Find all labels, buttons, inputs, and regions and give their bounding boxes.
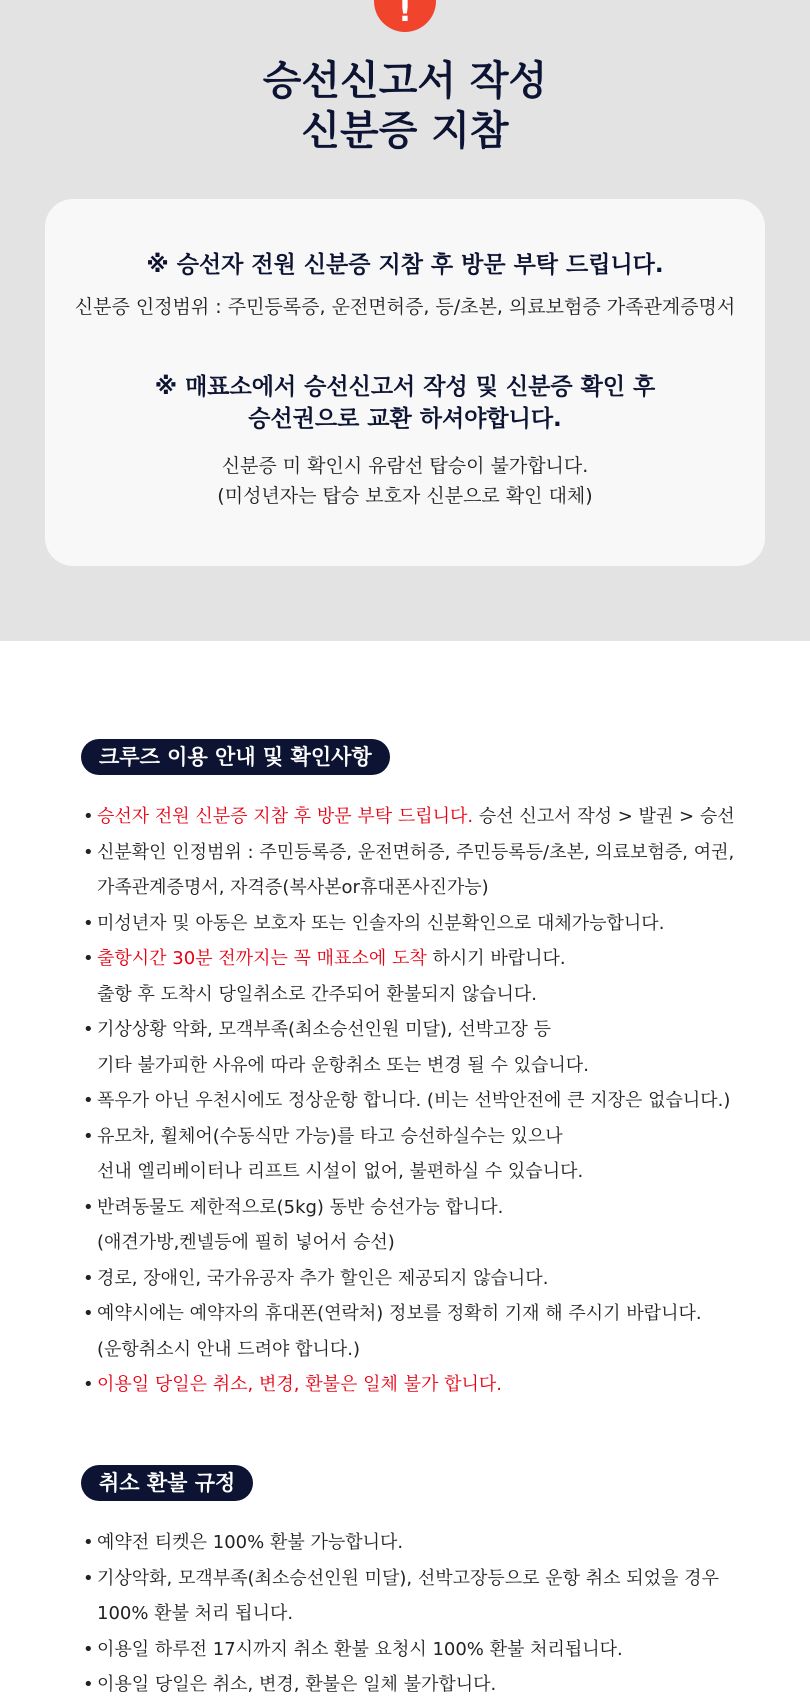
list-item <box>81 1190 761 1261</box>
list-item-line <box>97 906 761 942</box>
notice-heading-exchange <box>45 371 765 435</box>
list-item <box>81 1296 761 1367</box>
item-text: 이용일 하루전 17시까지 취소 환불 요청시 100% 환불 처리됩니다. <box>97 1638 623 1660</box>
notice-id-scope-text: 신분증 인정범위 : 주민등록증, 운전면허증, 등/초본, 의료보험증 가족관계증명서 <box>74 296 736 318</box>
item-text: 예약전 티켓은 100% 환불 가능합니다. <box>97 1532 404 1553</box>
alert-icon: ! <box>374 0 436 32</box>
list-item <box>81 1261 761 1297</box>
list-item <box>81 1119 761 1190</box>
list-item <box>81 1525 761 1561</box>
cruise-guide-title: 크루즈 이용 안내 및 확인사항 <box>81 739 390 775</box>
list-item-line2: (애견가방,켄넬등에 필히 넣어서 승선) <box>97 1232 395 1253</box>
notice-heading-id-text: ※ 승선자 전원 신분증 지참 후 방문 부탁 드립니다. <box>146 252 664 278</box>
notice-exchange-text <box>45 451 765 511</box>
list-item-line2: 출항 후 도착시 당일취소로 간주되어 환불되지 않습니다. <box>97 983 537 1005</box>
list-item-line <box>97 1261 761 1297</box>
list-item <box>81 1667 761 1703</box>
list-item <box>81 1367 761 1403</box>
item-text: 반려동물도 제한적으로(5kg) 동반 승선가능 합니다. <box>97 1196 504 1218</box>
list-item-line <box>97 1083 761 1119</box>
list-item-line <box>97 1190 761 1226</box>
highlight-text: 승선자 전원 신분증 지참 후 방문 부탁 드립니다. <box>97 806 474 827</box>
list-item-line <box>97 941 761 977</box>
list-item-line <box>97 799 761 835</box>
list-item <box>81 1561 761 1632</box>
item-text: 이용일 당일은 취소, 변경, 환불은 일체 불가합니다. <box>97 1674 497 1695</box>
item-text: 유모차, 휠체어(수동식만 가능)를 타고 승선하실수는 있으나 <box>97 1125 563 1147</box>
notice-card <box>45 199 765 566</box>
refund-policy-title: 취소 환불 규정 <box>81 1465 253 1501</box>
item-text: 미성년자 및 아동은 보호자 또는 인솔자의 신분확인으로 대체가능합니다. <box>97 912 665 934</box>
item-text: 기상상황 악화, 모객부족(최소승선인원 미달), 선박고장 등 <box>97 1019 552 1040</box>
list-item-line <box>97 1012 761 1048</box>
refund-policy-list <box>81 1525 761 1703</box>
list-item-line <box>97 1561 761 1597</box>
page-title-line2: 신분증 지참 <box>301 108 509 154</box>
notice-exchange-line2: (미성년자는 탑승 보호자 신분으로 확인 대체) <box>217 485 593 507</box>
list-item-line <box>97 1119 761 1155</box>
list-item-line2: (운항취소시 안내 드려야 합니다.) <box>97 1338 360 1360</box>
notice-exchange-line1: 신분증 미 확인시 유람선 탑승이 불가합니다. <box>221 455 589 477</box>
header-section <box>0 0 810 641</box>
page-title-line1: 승선신고서 작성 <box>262 58 548 104</box>
list-item-line <box>97 1525 761 1561</box>
highlight-text: 이용일 당일은 취소, 변경, 환불은 일체 불가 합니다. <box>97 1374 502 1395</box>
list-item-line <box>97 1667 761 1703</box>
list-item-line <box>97 835 761 871</box>
notice-heading-exchange-line1: ※ 매표소에서 승선신고서 작성 및 신분증 확인 후 <box>154 374 656 400</box>
list-item-line <box>97 1296 761 1332</box>
list-item-line2: 100% 환불 처리 됩니다. <box>97 1603 294 1624</box>
item-text: 경로, 장애인, 국가유공자 추가 할인은 제공되지 않습니다. <box>97 1267 549 1289</box>
cruise-guide-list <box>81 799 761 1403</box>
item-text: 기상악화, 모객부족(최소승선인원 미달), 선박고장등으로 운항 취소 되었을 경우 <box>97 1567 719 1589</box>
list-item-line <box>97 1367 761 1403</box>
item-text: 신분확인 인정범위 : 주민등록증, 운전면허증, 주민등록등/초본, 의료보험증, 여권, <box>97 841 735 863</box>
list-item-line2: 선내 엘리베이터나 리프트 시설이 없어, 불편하실 수 있습니다. <box>97 1161 584 1182</box>
page-title <box>0 56 810 156</box>
list-item-line2: 기타 불가피한 사유에 따라 운항취소 또는 변경 될 수 있습니다. <box>97 1054 589 1076</box>
notice-heading-exchange-line2: 승선권으로 교환 하셔야합니다. <box>248 406 562 432</box>
highlight-text: 출항시간 30분 전까지는 꼭 매표소에 도착 <box>97 948 427 969</box>
list-item <box>81 941 761 1012</box>
item-text: 폭우가 아닌 우천시에도 정상운항 합니다. (비는 선박안전에 큰 지장은 없습니다.) <box>97 1090 731 1111</box>
list-item-line2: 가족관계증명서, 자격증(복사본or휴대폰사진가능) <box>97 877 489 898</box>
notice-heading-id <box>45 249 765 281</box>
list-item <box>81 799 761 835</box>
list-item <box>81 1083 761 1119</box>
list-item <box>81 1632 761 1668</box>
list-item <box>81 835 761 906</box>
list-item <box>81 906 761 942</box>
list-item <box>81 1012 761 1083</box>
item-text: 승선 신고서 작성 > 발권 > 승선 <box>473 806 735 827</box>
item-text: 예약시에는 예약자의 휴대폰(연락처) 정보를 정확히 기재 해 주시기 바랍니다. <box>97 1303 702 1324</box>
item-text: 하시기 바랍니다. <box>426 948 566 969</box>
list-item-line <box>97 1632 761 1668</box>
notice-id-scope <box>45 292 765 322</box>
